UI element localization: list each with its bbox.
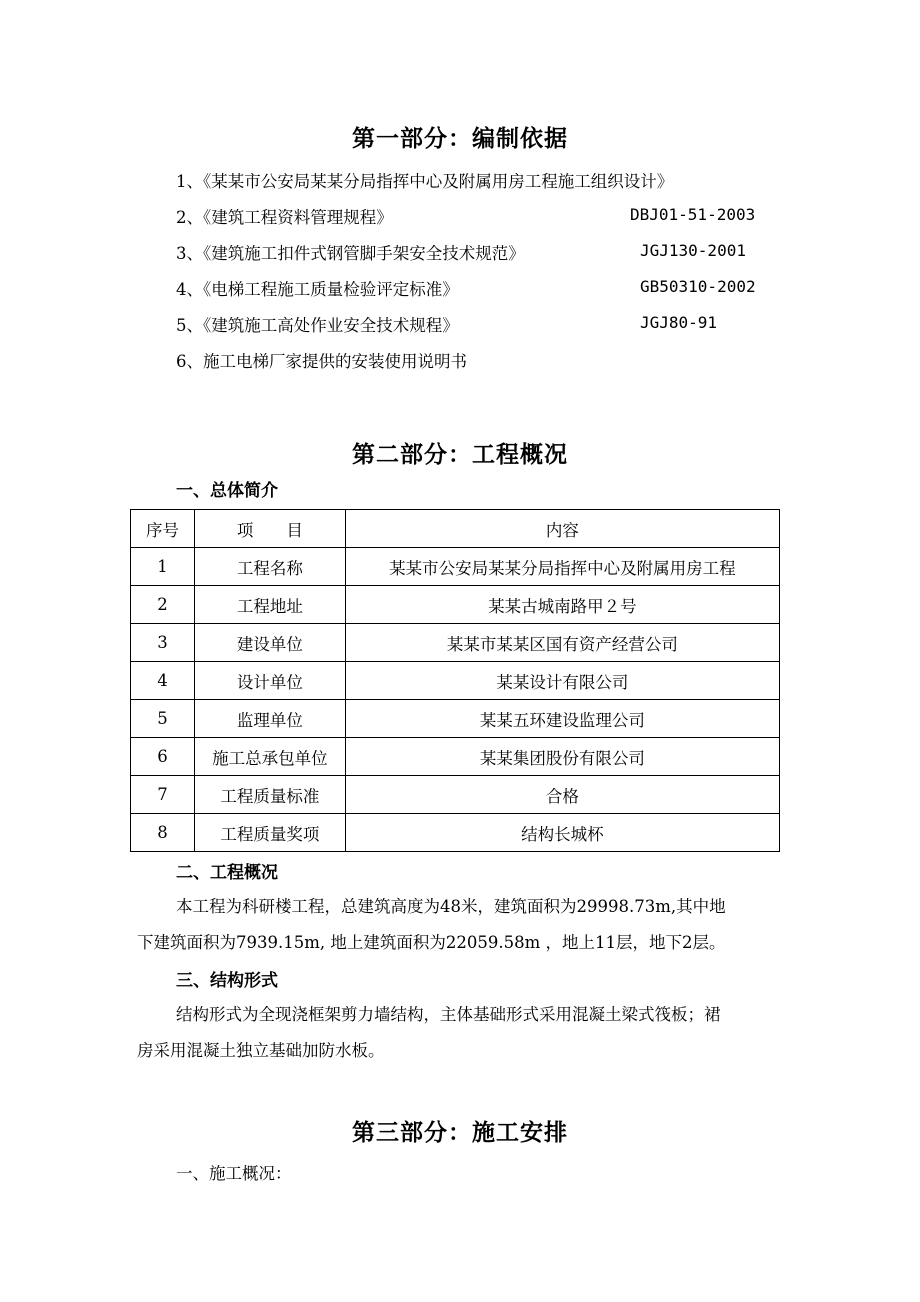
- row-item: 监理单位: [194, 700, 345, 738]
- structure-paragraph-line1: 结构形式为全现浇框架剪力墙结构，主体基础形式采用混凝土梁式筏板；裙: [176, 1005, 721, 1024]
- basis-item-6: 6、施工电梯厂家提供的安装使用说明书: [176, 352, 467, 371]
- basis-item-1: 1、《某某市公安局某某分局指挥中心及附属用房工程施工组织设计》: [176, 172, 674, 191]
- basis-item-5: 5、《建筑施工高处作业安全技术规程》: [176, 316, 459, 335]
- table-row: [131, 700, 780, 738]
- row-content: 某某集团股份有限公司: [345, 738, 779, 776]
- section-overview-intro: 一、总体简介: [176, 481, 278, 501]
- row-content: 某某市某某区国有资产经营公司: [345, 624, 779, 662]
- row-content: 结构长城杯: [345, 814, 779, 852]
- header-no: 序号: [131, 510, 195, 548]
- row-content: 某某市公安局某某分局指挥中心及附属用房工程: [345, 548, 779, 586]
- table-row: [131, 776, 780, 814]
- basis-code-2: DBJ01-51-2003: [630, 205, 756, 224]
- row-item: 工程名称: [194, 548, 345, 586]
- row-content: 某某设计有限公司: [345, 662, 779, 700]
- part3-title: 第三部分：施工安排: [352, 1120, 568, 1146]
- row-item: 工程质量标准: [194, 776, 345, 814]
- basis-code-5: JGJ80-91: [640, 313, 718, 332]
- row-item: 建设单位: [194, 624, 345, 662]
- section-project-overview: 二、工程概况: [176, 863, 278, 883]
- row-item: 设计单位: [194, 662, 345, 700]
- table-row: [131, 548, 780, 586]
- table-header-row: [131, 510, 780, 548]
- table-row: [131, 624, 780, 662]
- basis-item-4: 4、《电梯工程施工质量检验评定标准》: [176, 280, 459, 299]
- row-content: 某某五环建设监理公司: [345, 700, 779, 738]
- basis-code-3: JGJ130-2001: [640, 241, 746, 260]
- table-row: [131, 738, 780, 776]
- row-content: 合格: [345, 776, 779, 814]
- project-info-table: [130, 509, 780, 852]
- part1-title: 第一部分：编制依据: [352, 126, 568, 152]
- header-content: 内容: [345, 510, 779, 548]
- row-item: 工程地址: [194, 586, 345, 624]
- part2-title: 第二部分：工程概况: [352, 442, 568, 468]
- basis-code-4: GB50310-2002: [640, 277, 756, 296]
- overview-paragraph-line2: 下建筑面积为7939.15m, 地上建筑面积为22059.58m ，地上11层，地下2层。: [137, 933, 726, 952]
- structure-paragraph-line2: 房采用混凝土独立基础加防水板。: [137, 1041, 385, 1060]
- row-no: 1: [131, 548, 195, 586]
- header-item: 项 目: [194, 510, 345, 548]
- row-no: 6: [131, 738, 195, 776]
- row-no: 7: [131, 776, 195, 814]
- row-item: 施工总承包单位: [194, 738, 345, 776]
- row-content: 某某古城南路甲２号: [345, 586, 779, 624]
- basis-item-2: 2、《建筑工程资料管理规程》: [176, 208, 393, 227]
- section-structure: 三、结构形式: [176, 971, 278, 991]
- row-no: 4: [131, 662, 195, 700]
- row-no: 5: [131, 700, 195, 738]
- table-row: [131, 586, 780, 624]
- table-row: [131, 662, 780, 700]
- section-construction-overview: 一、施工概况：: [176, 1164, 292, 1183]
- table-row: [131, 814, 780, 852]
- row-no: 2: [131, 586, 195, 624]
- basis-item-3: 3、《建筑施工扣件式钢管脚手架安全技术规范》: [176, 244, 525, 263]
- row-no: 8: [131, 814, 195, 852]
- row-item: 工程质量奖项: [194, 814, 345, 852]
- row-no: 3: [131, 624, 195, 662]
- overview-paragraph-line1: 本工程为科研楼工程，总建筑高度为48米，建筑面积为29998.73m,其中地: [176, 897, 726, 916]
